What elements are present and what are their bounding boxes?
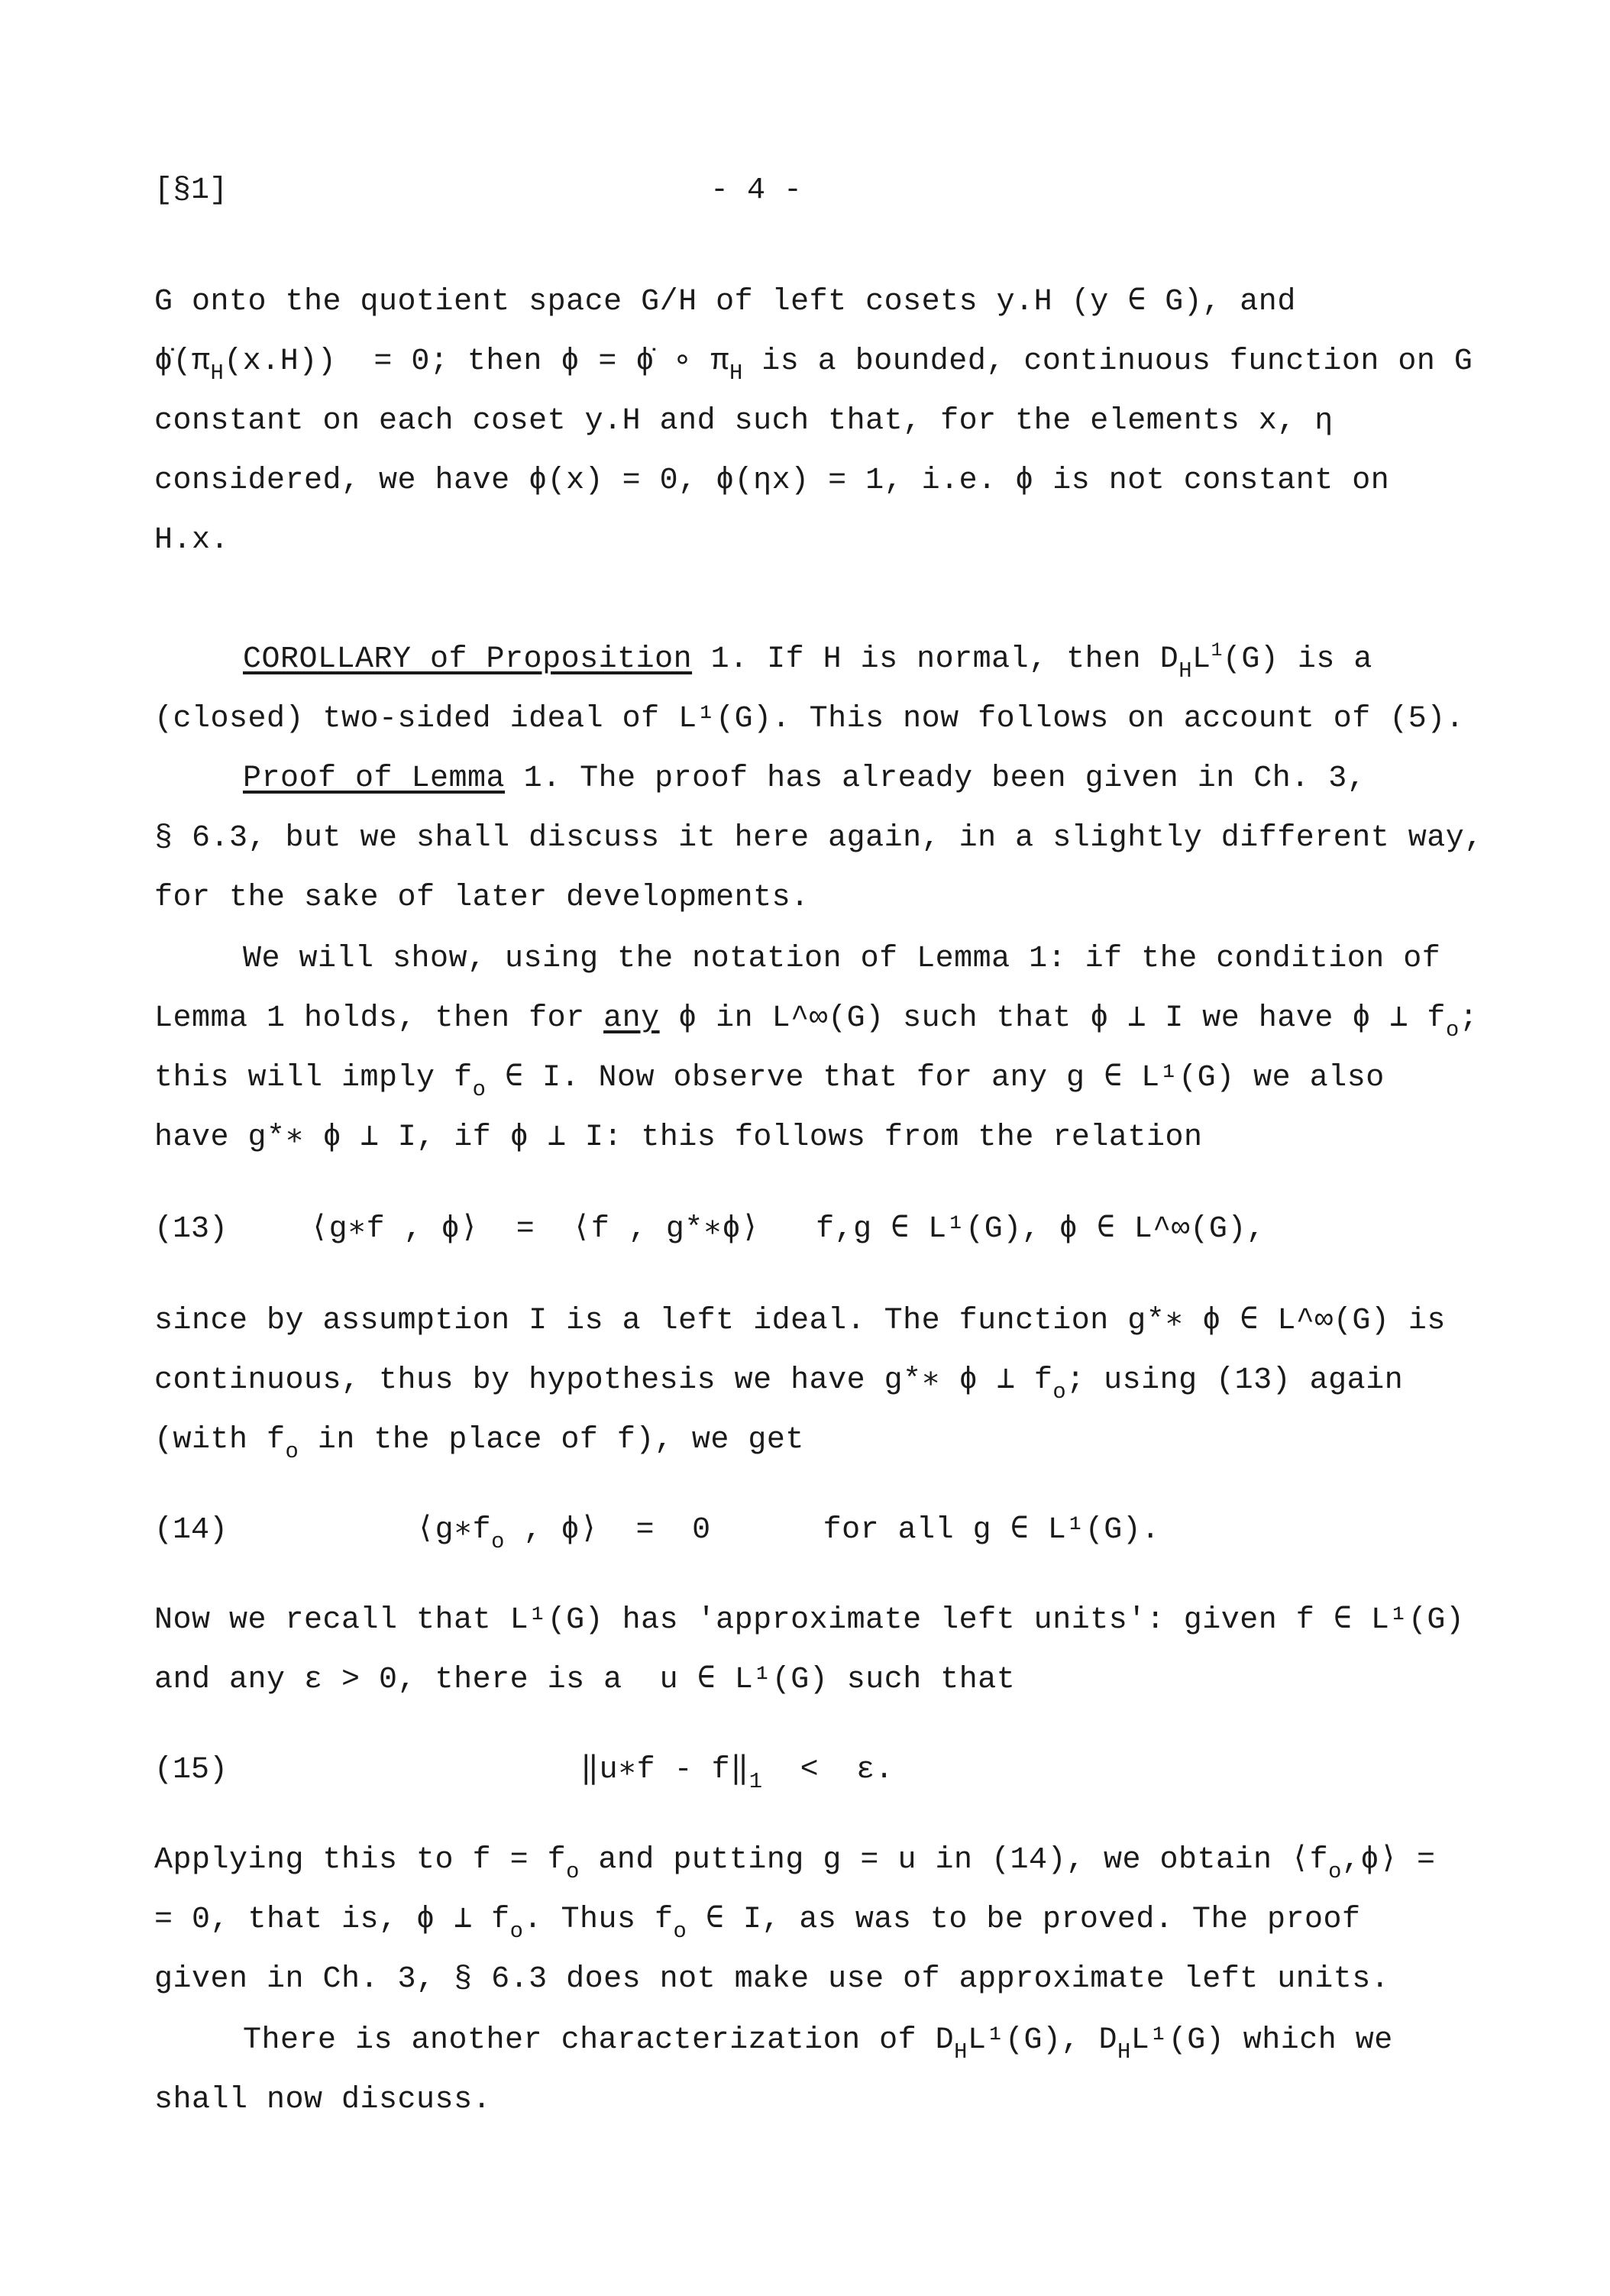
paragraph-line: There is another characterization of $D_HL^1(G)$, $D_HL^1(G)$ which we (243, 2023, 1393, 2065)
paragraph-line: and any ε > 0, there is a u ∈ L¹(G) such that (154, 1663, 1016, 1697)
paragraph-line: We will show, using the notation of Lemma 1: if the condition of (243, 942, 1441, 976)
paragraph-line: (with $f_o$ in the place of f), we get (154, 1423, 804, 1464)
paragraph-line: since by assumption I is a left ideal. The function g*∗ ϕ ∈ L^∞(G) is (154, 1304, 1446, 1338)
paragraph-line: Now we recall that L¹(G) has 'approximate left units': given f ∈ L¹(G) (154, 1603, 1465, 1638)
paragraph-line: for the sake of later developments. (154, 881, 810, 915)
paragraph-line: constant on each coset y.H and such that, for the elements x, η (154, 404, 1334, 438)
paragraph-line: considered, we have ϕ(x) = 0, ϕ(ηx) = 1, i.e. ϕ is not constant on (154, 464, 1390, 498)
paragraph-line: $\phi̇(\pi_H(x.H)) = 0$; then ϕ = ϕ̇ ∘ $\pi_H$ is a bounded, continuous function on G (154, 344, 1473, 386)
paragraph-line: Lemma 1 holds, then for any ϕ in L^∞(G) such that ϕ ⊥ I we have ϕ ⊥ $f_o$; (154, 1001, 1479, 1043)
paragraph-line: shall now discuss. (154, 2083, 492, 2117)
page-number: - 4 - (710, 173, 803, 208)
equation-13: ⟨g∗f , ϕ⟩ = ⟨f , g*∗ϕ⟩ f,g ∈ L¹(G), ϕ ∈ L^∞(G), (310, 1212, 1266, 1247)
proof-label: Proof of Lemma (243, 762, 506, 796)
equation-15: ‖u∗f - $f‖_1 < \varepsilon$. (580, 1753, 894, 1794)
equation-number-15: (15) (154, 1753, 228, 1787)
paragraph-line: Applying this to $f = f_o$ and putting g = u in (14), we obtain $⟨f_o,\phi⟩$ = (154, 1843, 1436, 1884)
equation-14: $⟨g∗f_o$ , ϕ⟩ = 0 for all g ∈ L¹(G). (416, 1513, 1160, 1554)
paragraph-line: G onto the quotient space G/H of left cosets y.H (y ∈ G), and (154, 285, 1296, 319)
paragraph-line: (closed) two-sided ideal of L¹(G). This now follows on account of (5). (154, 702, 1465, 736)
corollary-line: COROLLARY of Proposition 1. If H is normal, then $D_HL^1(G)$ is a (243, 640, 1372, 684)
emphasis-any: any (603, 1001, 660, 1036)
equation-number-13: (13) (154, 1212, 228, 1247)
paragraph-line: = 0, that is, ϕ ⊥ $f_o$. Thus $f_o$ ∈ I, as was to be proved. The proof (154, 1903, 1361, 1944)
paragraph-line: continuous, thus by hypothesis we have g*∗ ϕ ⊥ $f_o$; using (13) again (154, 1363, 1404, 1405)
paragraph-line: H.x. (154, 523, 230, 558)
paragraph-line: § 6.3, but we shall discuss it here again, in a slightly different way, (154, 821, 1483, 855)
paragraph-line: this will imply $f_o$ ∈ I. Now observe that for any g ∈ L¹(G) we also (154, 1061, 1385, 1102)
paragraph-line: have g*∗ ϕ ⊥ I, if ϕ ⊥ I: this follows from the relation (154, 1121, 1203, 1155)
corollary-label: COROLLARY of Proposition (243, 642, 693, 677)
section-marker: [§1] (154, 173, 228, 208)
proof-line: Proof of Lemma 1. The proof has already been given in Ch. 3, (243, 762, 1366, 796)
equation-number-14: (14) (154, 1513, 228, 1547)
paragraph-line: given in Ch. 3, § 6.3 does not make use of approximate left units. (154, 1962, 1390, 1997)
